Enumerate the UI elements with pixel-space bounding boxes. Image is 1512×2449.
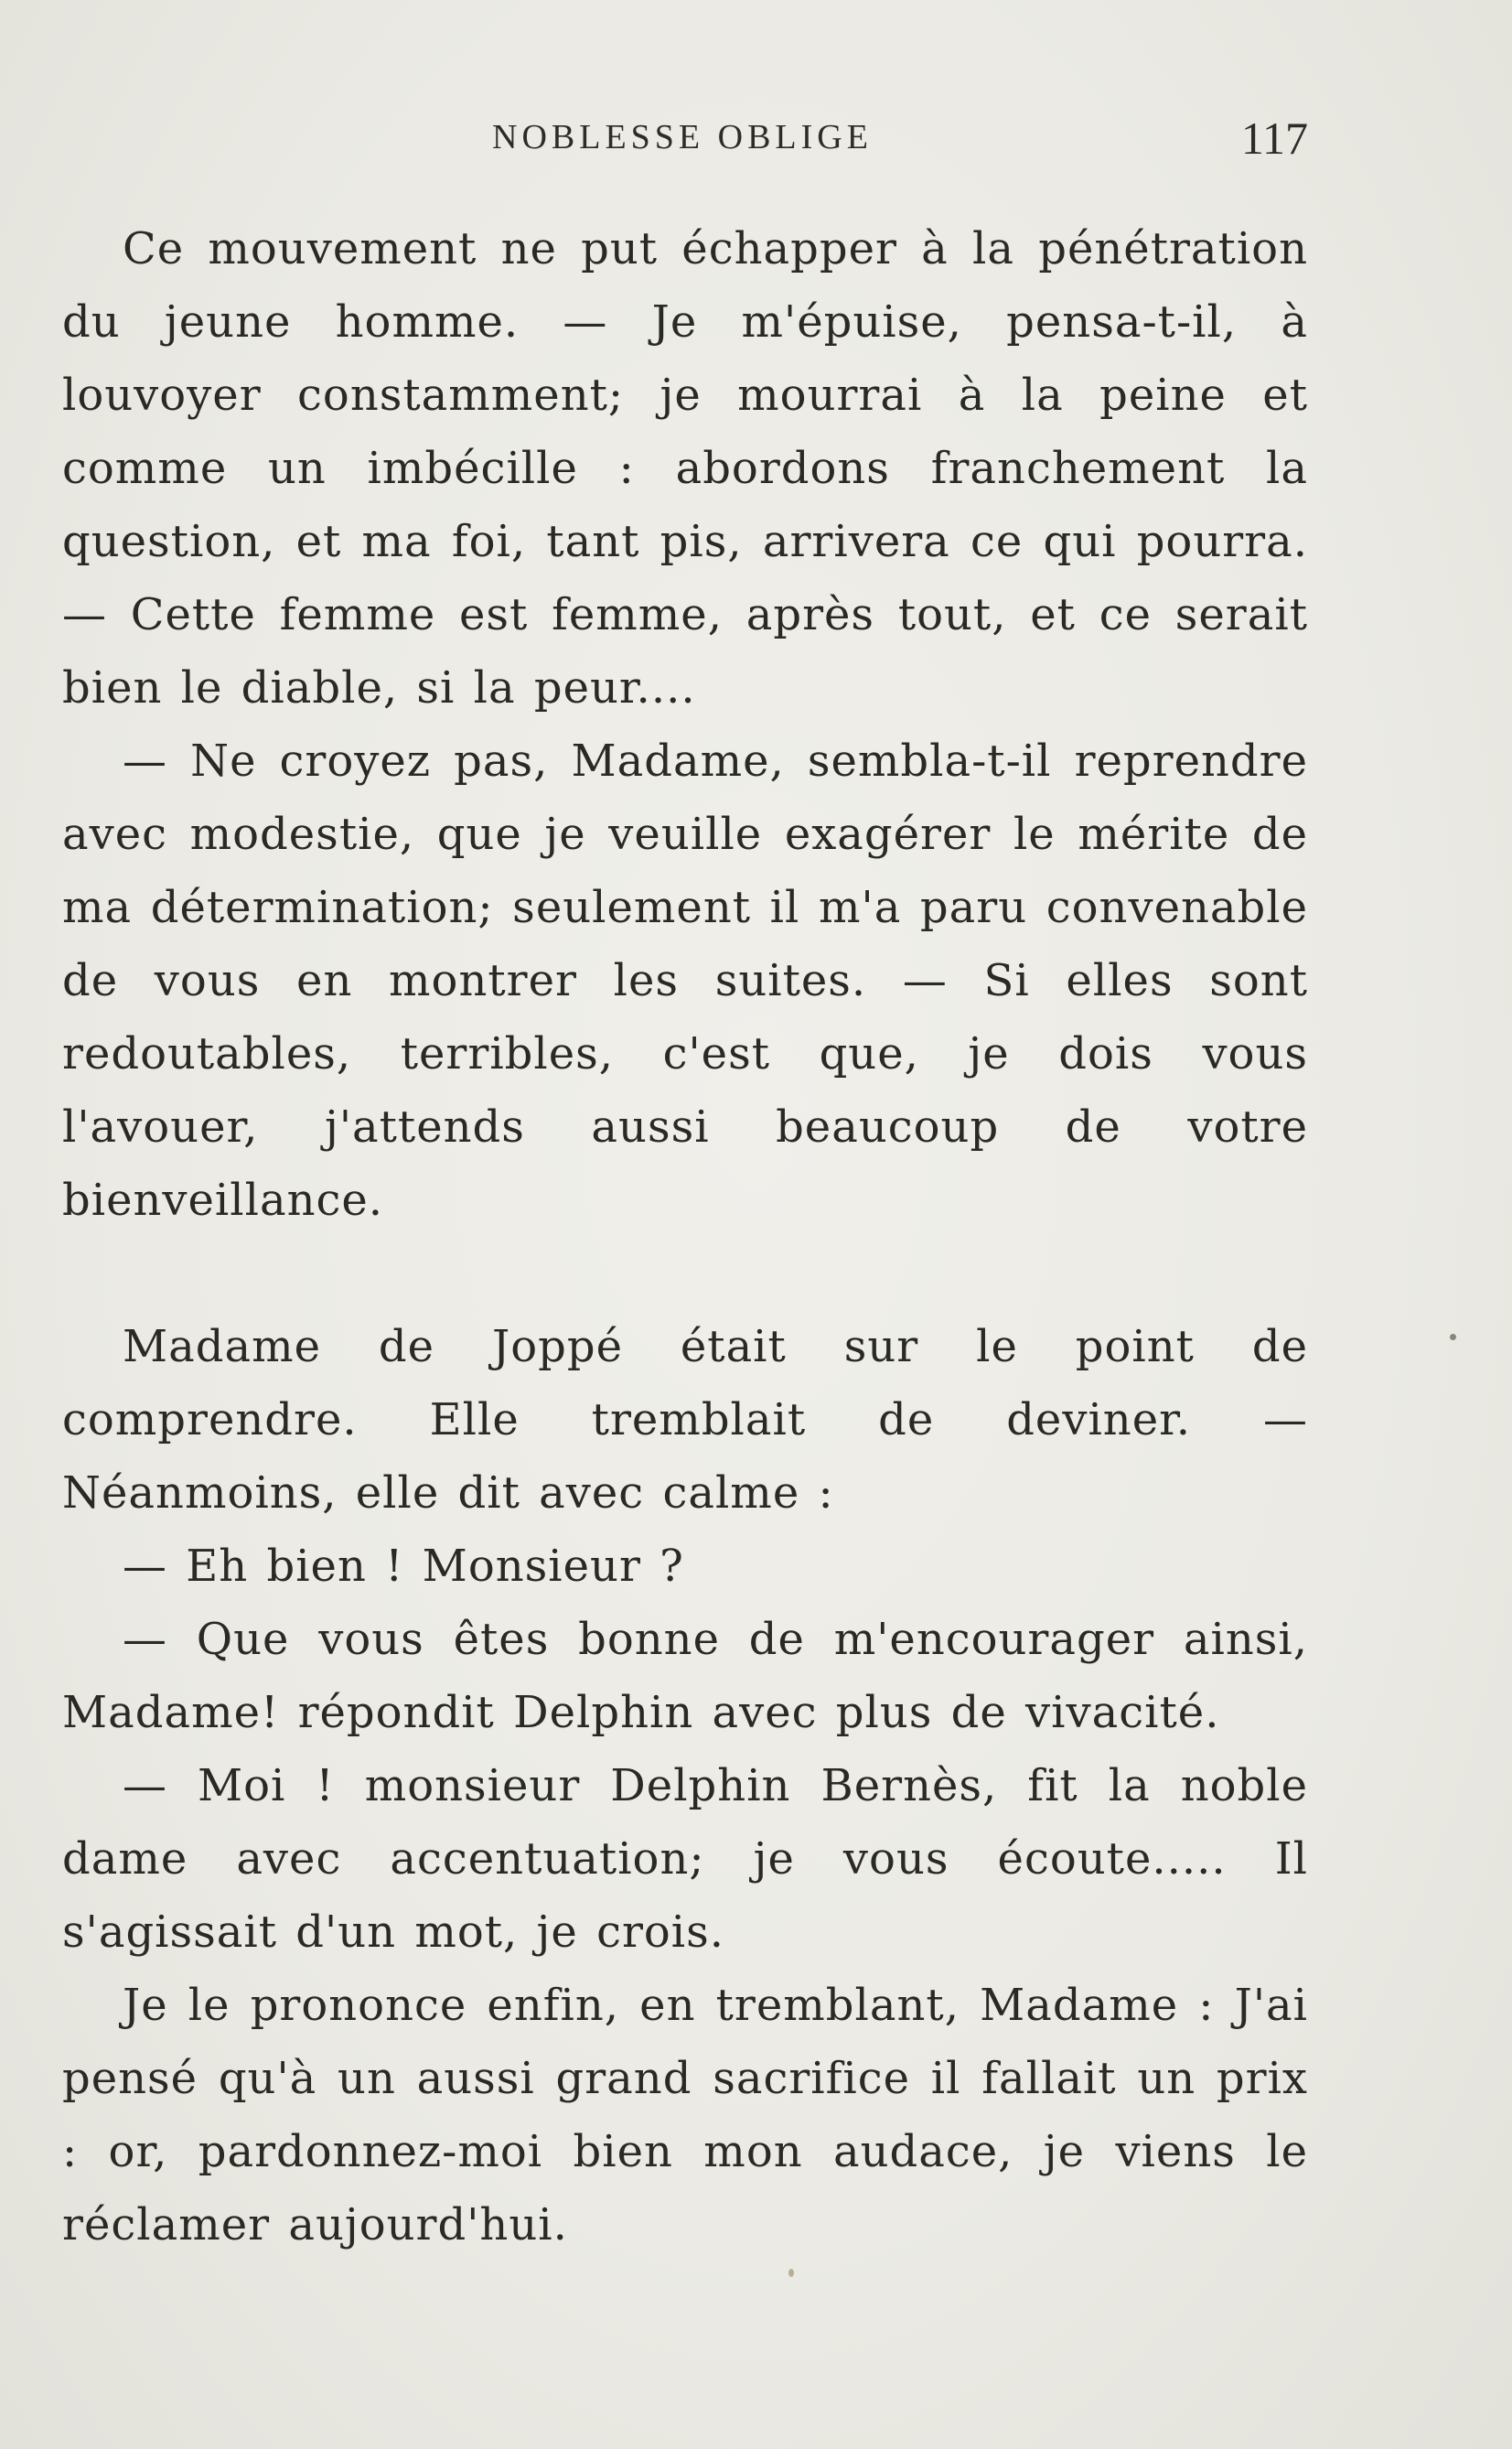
paragraph-4: — Eh bien ! Monsieur ? [123,1541,684,1592]
page-number: 117 [1240,113,1308,164]
paragraph-7: Je le prononce enfin, en tremblant, Madame : J'ai pensé qu'à un aussi grand sacrifice il fallait un prix : or, pardonnez-moi bien mon audace, je viens le réclamer aujourd'hui. [62,1980,1308,2250]
paragraph-3: Madame de Joppé était sur le point de comprendre. Elle tremblait de deviner. — Néanmoins, elle dit avec calme : [62,1321,1308,1519]
paper-speck [788,2269,794,2277]
paragraph-6: — Moi ! monsieur Delphin Bernès, fit la noble dame avec accentuation; je vous écoute..... Il s'agissait d'un mot, je crois. [62,1760,1308,1958]
paragraph-2: — Ne croyez pas, Madame, sembla-t-il reprendre avec modestie, que je veuille exagérer le mérite de ma détermination; seulement il m'a paru convenable de vous en montrer les suites. — Si elles sont redoutables, terribles, c'est que, je dois vous l'avouer, j'attends aussi beaucoup de votre bienveillance. [62,736,1308,1226]
running-title: NOBLESSE OBLIGE [492,118,873,156]
body-text [62,212,1308,2261]
page-header [62,112,1308,176]
paragraph-5: — Que vous êtes bonne de m'encourager ainsi, Madame! répondit Delphin avec plus de vivacité. [62,1614,1308,1738]
section-gap [62,1237,1308,1310]
paper-speck [1450,1334,1456,1340]
paragraph-1: Ce mouvement ne put échapper à la pénétration du jeune homme. — Je m'épuise, pensa-t-il, à louvoyer constamment; je mourrai à la peine et comme un imbécille : abordons franchement la question, et ma foi, tant pis, arrivera ce qui pourra. — Cette femme est femme, après tout, et ce serait bien le diable, si la peur.... [62,223,1308,714]
